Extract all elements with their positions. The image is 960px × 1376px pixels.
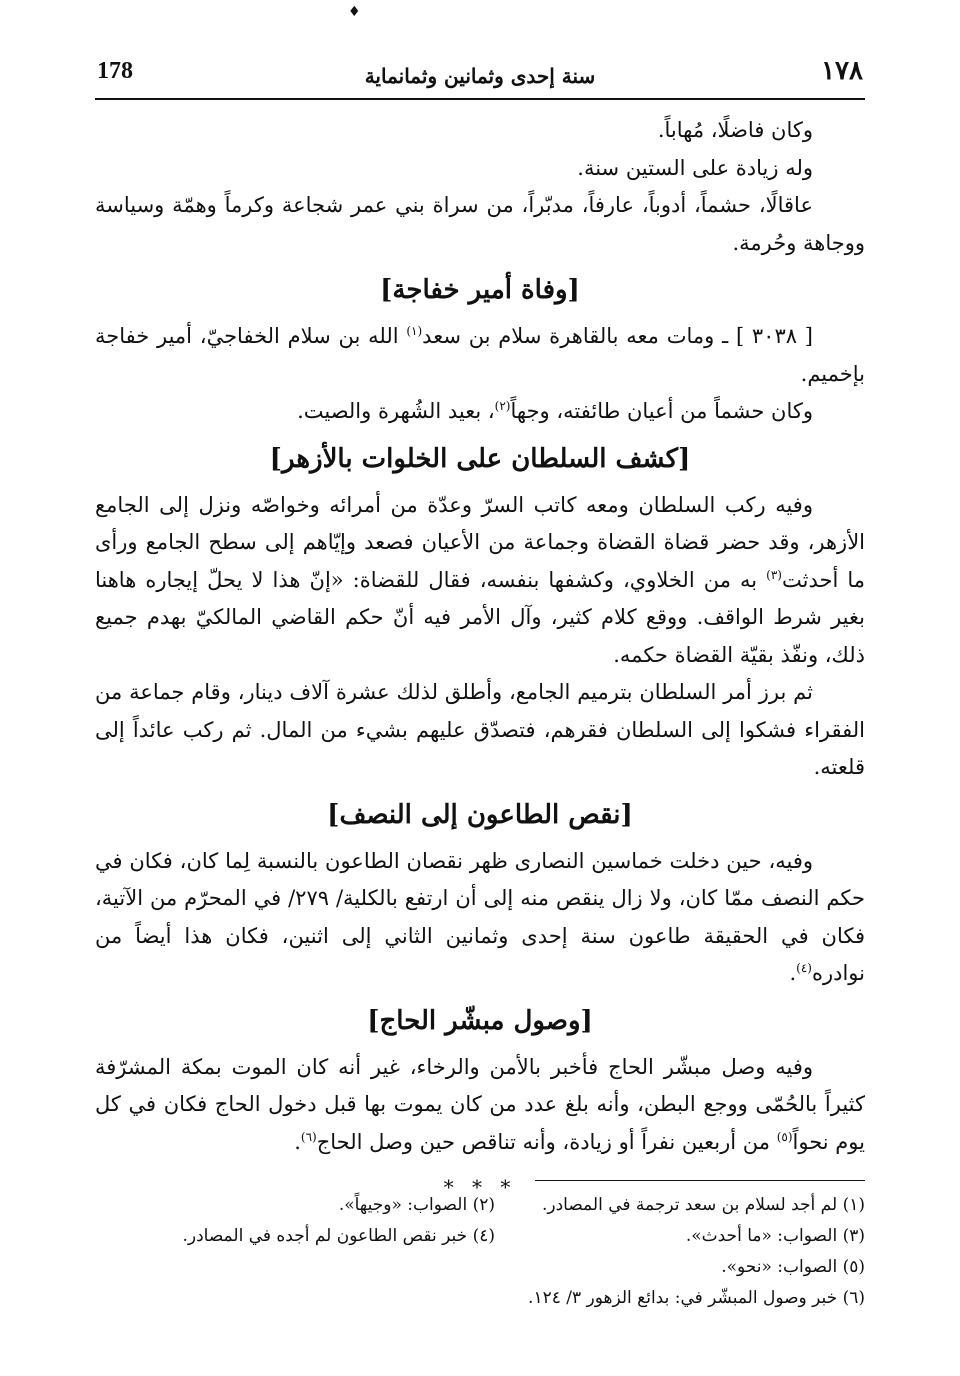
footnote: (٢) الصواب: «وجيهاً».	[338, 1195, 495, 1215]
footnote: (٤) خبر نقص الطاعون لم أجده في المصادر.	[182, 1226, 495, 1246]
text-run: .	[789, 961, 797, 985]
section-heading: [كشف السلطان على الخلوات بالأزهر]	[269, 443, 691, 474]
page-number-arabic: ١٧٨	[821, 56, 863, 86]
footnote-ref: (١)	[406, 324, 423, 338]
paragraph: عاقالًا، حشماً، أدوباً، عارفاً، مدبّراً، من سراة بني عمر شجاعة وكرماً وهمّة وسياسة ووجاهة وحُرمة.	[95, 193, 865, 255]
paragraph: وله زيادة على الستين سنة.	[577, 155, 813, 180]
footnote: (٣) الصواب: «ما أحدث».	[685, 1226, 865, 1246]
footnote: (١) لم أجد لسلام بن سعد ترجمة في المصادر.	[541, 1195, 865, 1215]
footnote-ref: (٦)	[300, 1129, 317, 1144]
paragraph	[95, 843, 865, 993]
paragraph: وكان فاضلًا، مُهاباً.	[657, 118, 813, 142]
footnote-row	[95, 1190, 865, 1221]
text-run: وفيه وصل مبشّر الحاج فأخبر بالأمن والرخاء، غير أنه كان الموت بمكة المشرّفة كثيراً بالحُمّى ووجع البطن، وأنه بلغ عدد من كان يموت بها قبل دخول الحاج فكان في كل يوم نحواً	[95, 1054, 865, 1154]
section-heading: [نقص الطاعون إلى النصف]	[327, 799, 633, 830]
text-run: من أربعين نفراً أو زيادة، وأنه تناقص حين وصل الحاج	[316, 1129, 777, 1154]
section-heading: [وصول مبشّر الحاج]	[367, 1005, 593, 1036]
footnote-divider	[535, 1180, 865, 1181]
text-run: ، بعيد الشُهرة والصيت.	[297, 399, 495, 423]
footnote: (٦) خبر وصول المبشّر في: بدائع الزهور ٣/ ١٢٤.	[528, 1288, 865, 1308]
footnote-ref: (٤)	[796, 961, 812, 975]
page-header	[95, 52, 865, 100]
footnote-ref: (٢)	[494, 399, 511, 413]
running-title: سنة إحدى وثمانين وثمانماية	[364, 64, 596, 88]
paragraph: ثم برز أمر السلطان بترميم الجامع، وأطلق لذلك عشرة آلاف دينار، وقام جماعة من الفقراء فشكوا إلى السلطان فقرهم، فتصدّق عليهم بشيء من المال. ثم ركب عائداً إلى قلعته.	[95, 680, 865, 779]
footnote-row	[95, 1221, 865, 1252]
footnote: (٥) الصواب: «نحو».	[721, 1257, 865, 1277]
text-run: وفيه، حين دخلت خماسين النصارى ظهر نقصان الطاعون بالنسبة لِما كان، فكان في حكم النصف ممّا كان، ولا زال ينقص منه إلى أن ارتفع بالكلية/ ٢٧٩/ في المحرّم من الآتية، فكان في الحقيقة طاعون سنة إحدى وثمانين الثاني إلى اثنين، فكان هذا أيضاً من نوادره	[95, 848, 865, 985]
text-run: الله بن سلام الخفاجيّ، أمير خفاجة بإخميم.	[95, 324, 865, 386]
text-run: [ ٣٠٣٨ ] ـ ومات معه بالقاهرة سلام بن سعد	[422, 324, 813, 348]
section-heading: [وفاة أمير خفاجة]	[380, 275, 580, 305]
body-text	[95, 112, 865, 1207]
text-run: وفيه ركب السلطان ومعه كاتب السرّ وعدّة من أمرائه وخواصّه ونزل إلى الجامع الأزهر، وقد حضر قضاة القضاة وجماعة من الأعيان فصعد وإيّاهم إلى سطح الجامع ورأى ما أحدثت	[95, 492, 866, 592]
book-page	[95, 0, 865, 1376]
top-ornament: ♦	[348, 4, 361, 20]
footnote-ref: (٥)	[776, 1129, 793, 1144]
text-run: به من الخلاوي، وكشفها بنفسه، فقال للقضاة: «إنّ هذا لا يحلّ إيجاره هاهنا بغير شرط الواقف. ووقع كلام كثير، وآل الأمر فيه أنّ حكم القاضي المالكيّ بهدم جميع ذلك، ونفّذ بقيّة القضاة حكمه.	[95, 567, 865, 667]
paragraph	[95, 318, 865, 393]
page-number-latin: 178	[97, 58, 133, 84]
section-separator: * * *	[443, 1175, 517, 1199]
footnote-ref: (٣)	[766, 567, 782, 582]
text-run: وكان حشماً من أعيان طائفته، وجهاً	[510, 399, 813, 423]
paragraph	[95, 1049, 865, 1162]
text-run: .	[294, 1129, 301, 1154]
paragraph	[95, 487, 865, 675]
footnotes	[95, 1190, 865, 1314]
paragraph	[95, 393, 865, 431]
